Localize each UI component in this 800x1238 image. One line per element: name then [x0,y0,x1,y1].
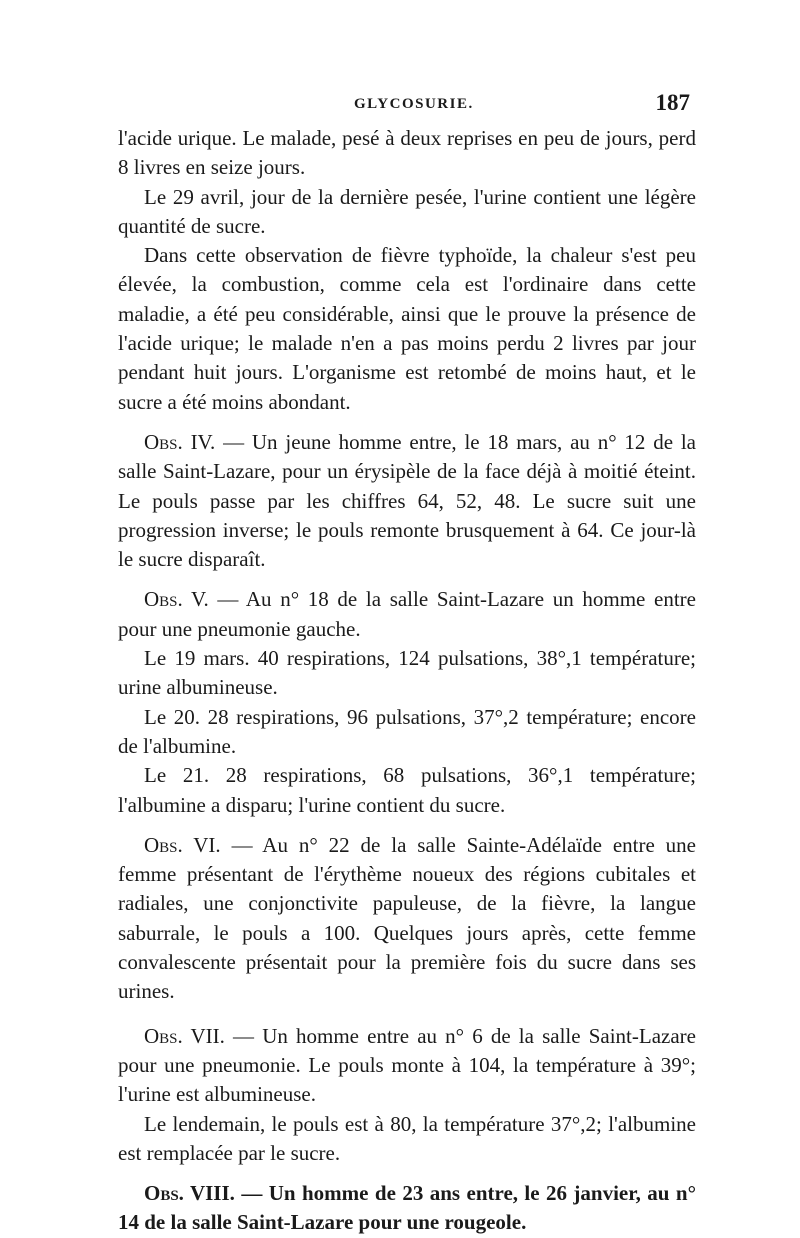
paragraph-text: — Au n° 18 de la salle Saint-Lazare un homme entre pour une pneumonie gauche. [118,587,697,641]
paragraph-text: Le 19 mars. 40 respirations, 124 pulsations, 38°,1 température; urine albumineuse. [118,646,696,700]
paragraph-text: — Un homme entre au n° 6 de la salle Saint-Lazare pour une pneumonie. Le pouls monte à 104, la température à 39°; l'urine est albumineuse. [118,1023,696,1107]
observation-label: Obs. VII. [144,1023,225,1048]
running-title: GLYCOSURIE. [354,96,474,112]
paragraph [118,1110,696,1169]
observation-label: Obs. VI. [144,832,221,857]
paragraph-text: l'acide urique. Le malade, pesé à deux reprises en peu de jours, perd 8 livres en seize jours. [118,126,696,180]
paragraph-text: Le lendemain, le pouls est à 80, la température 37°,2; l'albumine est remplacée par le sucre. [118,1111,696,1165]
paragraph [118,644,696,703]
observation-label: Obs. V. [144,587,209,612]
paragraph [118,183,696,242]
paragraph [118,124,696,183]
paragraph [118,761,696,820]
observation-paragraph [118,1022,696,1110]
paragraph-text: Le 20. 28 respirations, 96 pulsations, 37°,2 température; encore de l'albumine. [118,704,696,758]
running-header [118,90,690,120]
paragraph-text: — Au n° 22 de la salle Sainte-Adélaïde entre une femme présentant de l'érythème noueux des régions cubitales et radiales, une conjonctivite papuleuse, de la fièvre, la langue saburrale, le pouls a 100. Quelques jours après, cette femme convalescente présentait pour la première fois du sucre dans ses urines. [118,832,696,1004]
paragraph-text: — Un jeune homme entre, le 18 mars, au n° 12 de la salle Saint-Lazare, pour un érysipèle de la face déjà à moitié éteint. Le pouls passe par les chiffres 64, 52, 48. Le sucre suit une progression inverse; le pouls remonte brusquement à 64. Ce jour-là le sucre disparaît. [118,429,696,572]
observation-label: Obs. VIII. [144,1181,235,1206]
body-text [118,124,696,1238]
page-number: 187 [655,90,690,115]
observation-paragraph [118,585,696,644]
paragraph [118,241,696,417]
observation-paragraph [118,428,696,574]
paragraph-text: Dans cette observation de fièvre typhoïde, la chaleur s'est peu élevée, la combustion, comme cela est l'ordinaire dans cette maladie, a été peu considérable, ainsi que le prouve la présence de l'acide urique; le malade n'en a pas moins perdu 2 livres par jour pendant huit jours. L'organisme est retombé de moins haut, et le sucre a été moins abondant. [118,243,696,414]
observation-paragraph [118,1179,696,1238]
observation-label: Obs. IV. [144,429,216,454]
paragraph-text: Le 21. 28 respirations, 68 pulsations, 36°,1 température; l'albumine a disparu; l'urine contient du sucre. [118,763,696,817]
paragraph-text: Le 29 avril, jour de la dernière pesée, l'urine contient une légère quantité de sucre. [118,184,696,238]
observation-paragraph [118,831,696,1007]
paragraph [118,703,696,762]
paragraph-text: — Un homme de 23 ans entre, le 26 janvier, au n° 14 de la salle Saint-Lazare pour une rougeole. [118,1181,696,1235]
